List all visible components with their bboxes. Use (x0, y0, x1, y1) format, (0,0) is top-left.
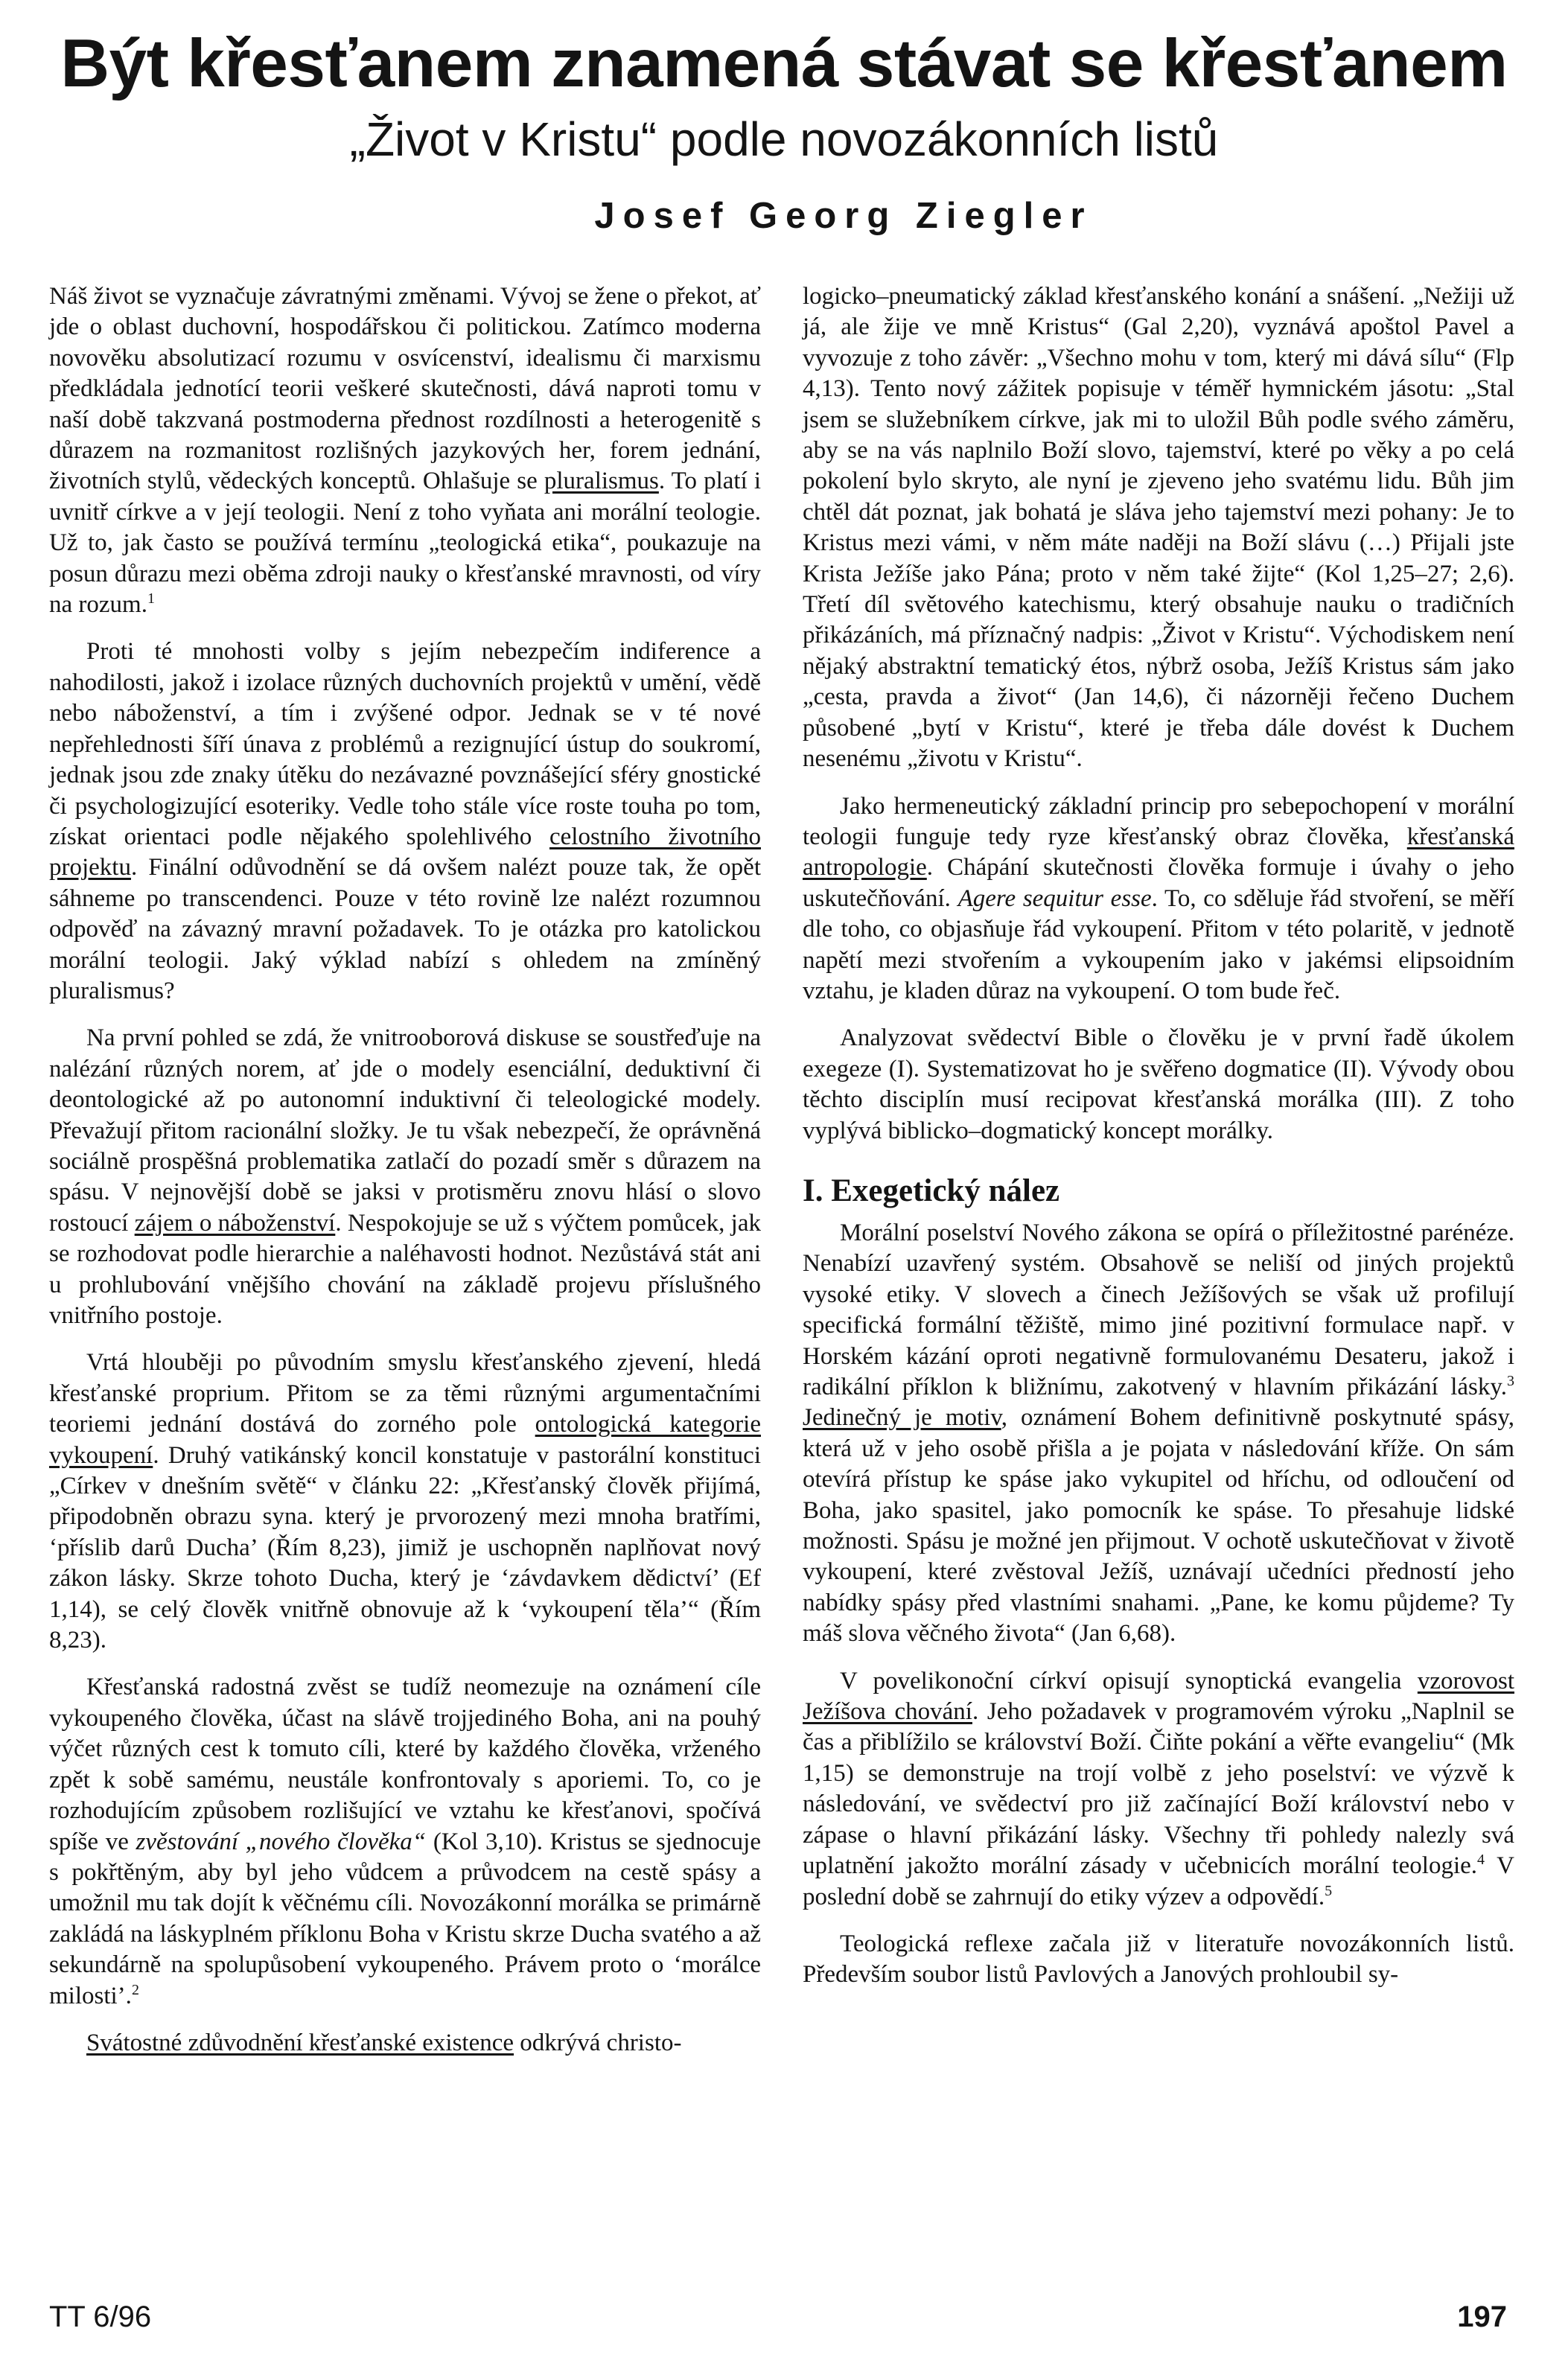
journal-issue: TT 6/96 (49, 2300, 152, 2333)
underlined-term: ontologická kategorie vykoupení (49, 1411, 761, 1469)
text-run: . Druhý vatikánský koncil konstatuje v pastorální konstituci „Církev v dnešním světě“ v článku 22: „Křesťanský člověk přijímá, připodobněn obrazu syna. který je prvorozený mezi mnoha bratřími, ‘příslib darů Ducha’ (Řím 8,23), jimiž je uschopněn naplňovat nový zákon lásky. Skrze tohoto Ducha, který je ‘závdavkem dědictví’ (Ef 1,14), se celý člověk vnitřně obnovuje až k ‘vykoupení těla’“ (Řím 8,23). (49, 1441, 761, 1654)
paragraph (49, 1023, 761, 1331)
paragraph: Analyzovat svědectví Bible o člověku je v první řadě úkolem exegeze (I). Systematizovat ho je svěřeno dogmatice (II). Vývody obou těchto disciplín musí recipovat křesťanská morálka (III). Z toho vyplývá biblicko–dogmatický koncept morálky. (803, 1024, 1514, 1144)
text-run: . Nespokojuje se už s výčtem pomůcek, jak se rozhodovat podle hierarchie a naléhavosti hodnot. Nezůstává stát ani u prohlubování vnějšího chování na základě projevu příslušného vnitřního postoje. (49, 1209, 761, 1329)
text-run: V povelikonoční církví opisují synoptická evangelia (840, 1667, 1402, 1694)
paragraph (803, 1218, 1514, 1650)
text-run: . To, co sděluje řád stvoření, se měří dle toho, co objasňuje řád vykoupení. Přitom v této polaritě, v jednotě napětí mezi stvořením a vykoupením jako v jakémsi elipsoidním vztahu, je kladen důraz na vykoupení. O tom bude řeč. (803, 884, 1514, 1004)
right-column (803, 281, 1514, 2007)
section-heading: I. Exegetický nález (803, 1173, 1060, 1208)
text-run: Proti té mnohosti volby s jejím nebezpečím indiference a nahodilosti, jakož i izolace různých duchovních projektů v umění, vědě nebo náboženství, a tím i zvýšené odpor. Jednak se v té nové nepřehlednosti šíří únava z problémů a rezignující ústup do soukromí, jednak jsou zde znaky útěku do nezávazné povznášející sféry gnostické či psychologizující esoteriky. Vedle toho stále více roste touha po tom, získat orientaci podle nějakého spolehlivého (49, 638, 761, 850)
text-run: (Kol 3,10). Kristus se sjednocuje s pokřtěným, aby byl jeho vůdcem a průvodcem na cestě spásy a umožnil mu tak dojít k věčnému cíli. Novozákonní morálka se primárně zakládá na láskyplném příklonu Boha v Kristu skrze Ducha svatého a až sekundárně na spolupůsobení vykoupeného. Právem proto o ‘morálce milosti’. (49, 1828, 761, 2009)
footnote-marker: 5 (1325, 1882, 1333, 1899)
text-run: . Chápání skutečnosti člověka formuje i úvahy o jeho uskutečňování. (803, 854, 1514, 912)
underlined-term: pluralismus (544, 468, 659, 495)
underlined-term: Jedinečný je motiv (803, 1404, 1001, 1432)
text-run: Náš život se vyznačuje závratnými změnami. Vývoj se žene o překot, ať jde o oblast duchovní, hospodářskou či politickou. Zatímco moderna novověku absolutizací rozumu v osvícenství, idealismu či marxismu předkládala jednotící teorii veškeré skutečnosti, dává naproti tomu v naší době takzvaná postmoderna přednost rozdílnosti a heterogenitě s důrazem na rozmanitost rozlišných jazykových her, forem jednání, životních stylů, vědeckých konceptů. Ohlašuje se (49, 283, 761, 495)
underlined-term: křesťanská antropologie (803, 823, 1514, 881)
paragraph (49, 637, 761, 1007)
paragraph (49, 2028, 761, 2059)
left-column (49, 281, 761, 2075)
text-run: Morální poselství Nového zákona se opírá o příležitostné parénéze. Nenabízí uzavřený systém. Obsahově se neliší od jiných projektů vysoké etiky. V slovech a činech Ježíšových se však už profilují specifická formální těžiště, mimo jiné pozitivní formulace např. v Horském kázání oproti negativně formulovanému Desateru, jakož i radikální příklon k bližnímu, zakotvený v hlavním přikázání lásky. (803, 1219, 1514, 1400)
footnote-marker: 4 (1477, 1852, 1485, 1869)
text-run: , oznámení Bohem definitivně poskytnuté spásy, která už v jeho osobě přišla a je pojata v následování kříže. On sám otevírá přístup ke spáse jako vykupitel od hříchu, od odloučení od Boha, jako spasitel, jako pomocník ke spáse. To přesahuje lidské možnosti. Spásu je možné jen přijmout. V ochotě uskutečňovat v životě vykoupení, které zvěstoval Ježíš, uznávají učedníci předností jeho nabídky spásy před vlastními snahami. „Pane, ke komu půjdeme? Ty máš slova věčného života“ (Jan 6,68). (803, 1404, 1514, 1648)
article-subtitle: „Život v Kristu“ podle novozákonních listů (349, 112, 1219, 166)
text-run: Na první pohled se zdá, že vnitrooborová diskuse se soustřeďuje na nalézání různých norem, ať jde o modely esenciální, deduktivní či deontologické až po autonomní induktivní či teleologické modely. Převažují přitom racionální složky. Je tu však nebezpečí, že oprávněná sociálně prospěšná problematika zatlačí do pozadí směr s důrazem na spásu. V nejnovější době se jaksi v protisměru znovu hlásí o slovo rostoucí (49, 1024, 761, 1237)
article-title: Být křesťanem znamená stávat se křesťanem (60, 26, 1508, 101)
footnote-marker: 1 (147, 590, 155, 608)
paragraph (803, 1666, 1514, 1913)
text-run: odkrývá christo- (514, 2029, 682, 2056)
text-run: . To platí i uvnitř církve a v její teologii. Není z toho vyňata ani morální teologie. Už to, jak často se používá termínu „teologická etika“, poukazuje na posun důrazu mezi oběma zdroji nauky o křesťanské mravnosti, od víry na rozum. (49, 468, 761, 619)
text-run: Jako hermeneutický základní princip pro sebepochopení v morální teologii funguje tedy ryze křesťanský obraz člověka, (803, 792, 1514, 850)
text-run: . Jeho požadavek v programovém výroku „Naplnil se čas a přiblížilo se království Boží. Čiňte pokání a věřte evangeliu“ (Mk 1,15) se demonstruje na trojí volbě z jeho poselství: ve výzvě k následování, ve svědectví pro již začínající Boží království nebo v zápase o hlavní přikázání lásky. Všechny tři pohledy nalezly svá uplatnění jakožto morální zásady v učebnicích morální teologie. (803, 1698, 1514, 1880)
underlined-term: vzorovost Ježíšova chování (803, 1667, 1514, 1726)
text-run: . Finální odůvodnění se dá ovšem nalézt pouze tak, že opět sáhneme po transcendenci. Pouze v této rovině lze nalézt rozumnou odpověď na závazný mravní požadavek. To je otázka pro katolickou morální teologii. Jaký výklad nabízí s ohledem na zmíněný pluralismus? (49, 854, 761, 1004)
underlined-term: celostního životního projektu (49, 823, 761, 881)
page-number: 197 (1457, 2300, 1507, 2333)
paragraph: logicko–pneumatický základ křesťanského konání a snášení. „Nežiji už já, ale žije ve mně Kristus“ (Gal 2,20), vyznává apoštol Pavel a vyvozuje z toho závěr: „Všechno mohu v tom, který mi dává sílu“ (Flp 4,13). Tento nový zážitek popisuje v téměř hymnickém jásotu: „Stal jsem se služebníkem církve, jak mi to uložil Bůh podle svého záměru, aby se na vás naplnilo Boží slovo, tajemství, které po věky a po celá pokolení bylo skryto, ale nyní je zjeveno jeho svatému lidu. Bůh jim chtěl dát poznat, jak bohatá je sláva jeho tajemství mezi pohany: Je to Kristus mezi vámi, v něm máte naději na Boží slávu (…) Přijali jste Krista Ježíše jako Pána; proto v něm také žijte“ (Kol 1,25–27; 2,6). Třetí díl světového katechismu, který obsahuje nauku o tradičních přikázáních, má příznačný nadpis: „Život v Kristu“. Východiskem není nějaký abstraktní tematický étos, nýbrž osoba, Ježíš Kristus sám jako „cesta, pravda a život“ (Jan 14,6), či názorněji řečeno Duchem působené „bytí v Kristu“, které je třeba dále dovést k Duchem nesenému „životu v Kristu“. (803, 283, 1514, 773)
italic-text: Agere sequitur esse (957, 884, 1152, 912)
text-run: V poslední době se zahrnují do etiky výzev a odpovědí. (803, 1852, 1514, 1910)
text-run: Křesťanská radostná zvěst se tudíž neomezuje na oznámení cíle vykoupeného člověka, účast na slávě trojjediného Boha, ani na pouhý výčet různých cest k tomuto cíli, které by každého člověka, vrženého zpět k sobě samému, neustále konfrontovaly s aporiemi. To, co je rozhodujícím způsobem rozlišující ve vztahu ke křesťanovi, spočívá spíše ve (49, 1674, 761, 1855)
footnote-marker: 3 (1507, 1373, 1514, 1389)
paragraph (803, 791, 1514, 1007)
underlined-term: zájem o náboženství (134, 1209, 336, 1237)
paragraph: Teologická reflexe začala již v literatuře novozákonních listů. Především soubor listů Pavlových a Janových prohloubil sy- (803, 1930, 1514, 1989)
italic-text: zvěstování „nového člověka“ (136, 1828, 427, 1855)
article-author: Josef Georg Ziegler (594, 196, 1093, 236)
paragraph (49, 281, 761, 620)
paragraph (49, 1348, 761, 1656)
footnote-marker: 2 (131, 1981, 139, 1998)
underlined-term: Svátostné zdůvodnění křesťanské existence (86, 2029, 514, 2056)
paragraph (49, 1672, 761, 2011)
text-run: Vrtá hlouběji po původním smyslu křesťanského zjevení, hledá křesťanské proprium. Přitom se za těmi různými argumentačními teoriemi jednání dostává do zorného pole (49, 1349, 761, 1438)
